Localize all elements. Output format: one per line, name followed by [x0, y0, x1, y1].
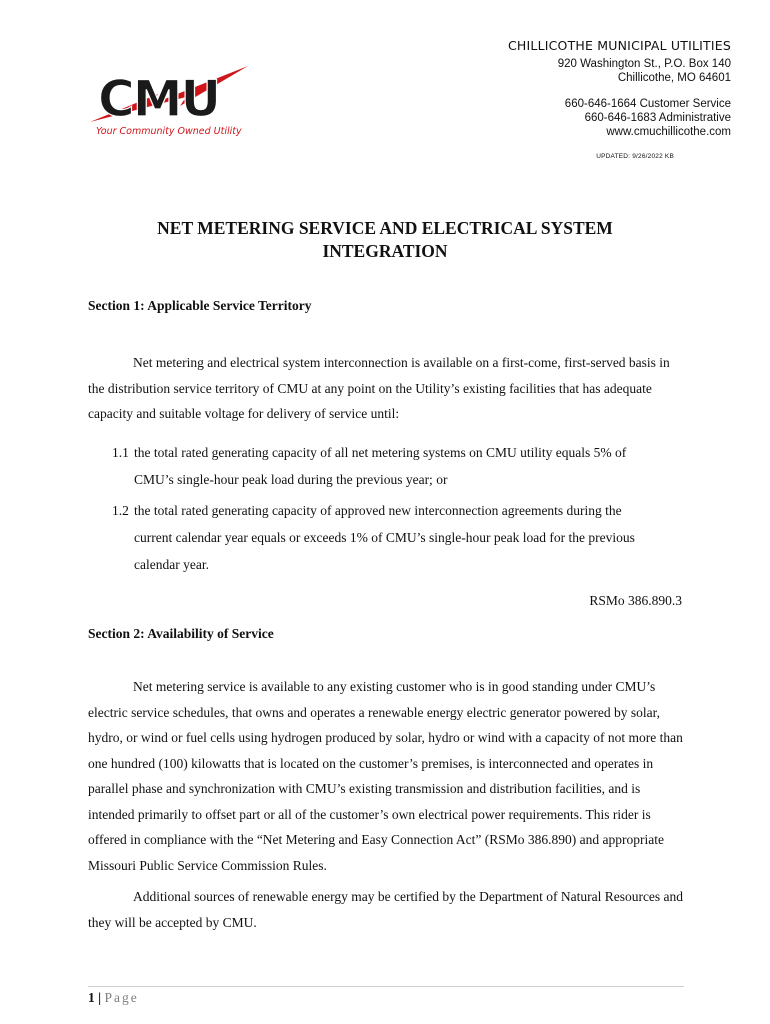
page-label: Page [104, 990, 139, 1005]
cmu-logo-graphic [88, 64, 252, 140]
list-item-line: current calendar year equals or exceeds 1% of CMU’s single-hour peak load for the previous [134, 530, 635, 545]
list-item-line: calendar year. [134, 557, 209, 572]
document-title [0, 217, 770, 263]
title-line: NET METERING SERVICE AND ELECTRICAL SYSTEM [157, 218, 613, 238]
list-item-line: CMU’s single-hour peak load during the previous year; or [134, 472, 448, 487]
title-line: INTEGRATION [322, 241, 448, 261]
contact-block [565, 97, 731, 139]
address-line: Chillicothe, MO 64601 [617, 72, 731, 84]
page-separator: | [98, 990, 102, 1005]
org-name: CHILLICOTHE MUNICIPAL UTILITIES [508, 38, 731, 53]
section-1-heading: Section 1: Applicable Service Territory [88, 298, 312, 313]
list-item [112, 439, 672, 493]
phone-customer-service: 660-646-1664 Customer Service [564, 98, 731, 110]
phone-administrative: 660-646-1683 Administrative [584, 112, 731, 124]
updated-stamp: UPDATED: 9/26/2022 KB [596, 153, 674, 160]
list-item [112, 497, 672, 578]
footer-divider [88, 986, 684, 987]
cmu-logo [88, 64, 252, 140]
logo-letters: CMU [98, 70, 220, 128]
list-item-number: 1.1 [112, 445, 129, 460]
list-item-line: the total rated generating capacity of all net metering systems on CMU utility equals 5% of [134, 445, 627, 460]
section-2-paragraph-2: Additional sources of renewable energy may be certified by the Department of Natural Resources and they will be accepted by CMU. [88, 889, 684, 930]
list-item-line: the total rated generating capacity of approved new interconnection agreements during the [134, 503, 622, 518]
section-2-paragraph: Net metering service is available to any existing customer who is in good standing under CMU’s electric service schedules, that owns and operates a renewable energy electric generator powered by solar, hydro, or wind or fuel cells using hydrogen produced by solar, hydro or wind with a capacity of not more than one hundred (100) kilowatts that is located on the customer’s premises, is interconnected and operates in parallel phase and synchronization with CMU’s existing transmission and distribution facilities, and is intended primarily to offset part or all of the customer’s own electrical power requirements. This rider is offered in compliance with the “Net Metering and Easy Connection Act” (RSMo 386.890) and appropriate Missouri Public Service Commission Rules. [88, 679, 683, 873]
page-number: 1 [88, 990, 95, 1005]
website: www.cmuchillicothe.com [606, 126, 731, 138]
section-1-paragraph: Net metering and electrical system interconnection is available on a first-come, first-served basis in the distribution service territory of CMU at any point on the Utility’s existing facilities that has adequate capacity and suitable voltage for delivery of service until: [88, 355, 670, 421]
list-item-number: 1.2 [112, 503, 129, 518]
logo-tagline: Your Community Owned Utility [96, 126, 242, 137]
statute-reference: RSMo 386.890.3 [589, 593, 682, 608]
address-line: 920 Washington St., P.O. Box 140 [557, 58, 731, 70]
section-2-heading: Section 2: Availability of Service [88, 626, 274, 641]
address-block [558, 57, 731, 85]
page-footer [88, 990, 139, 1006]
